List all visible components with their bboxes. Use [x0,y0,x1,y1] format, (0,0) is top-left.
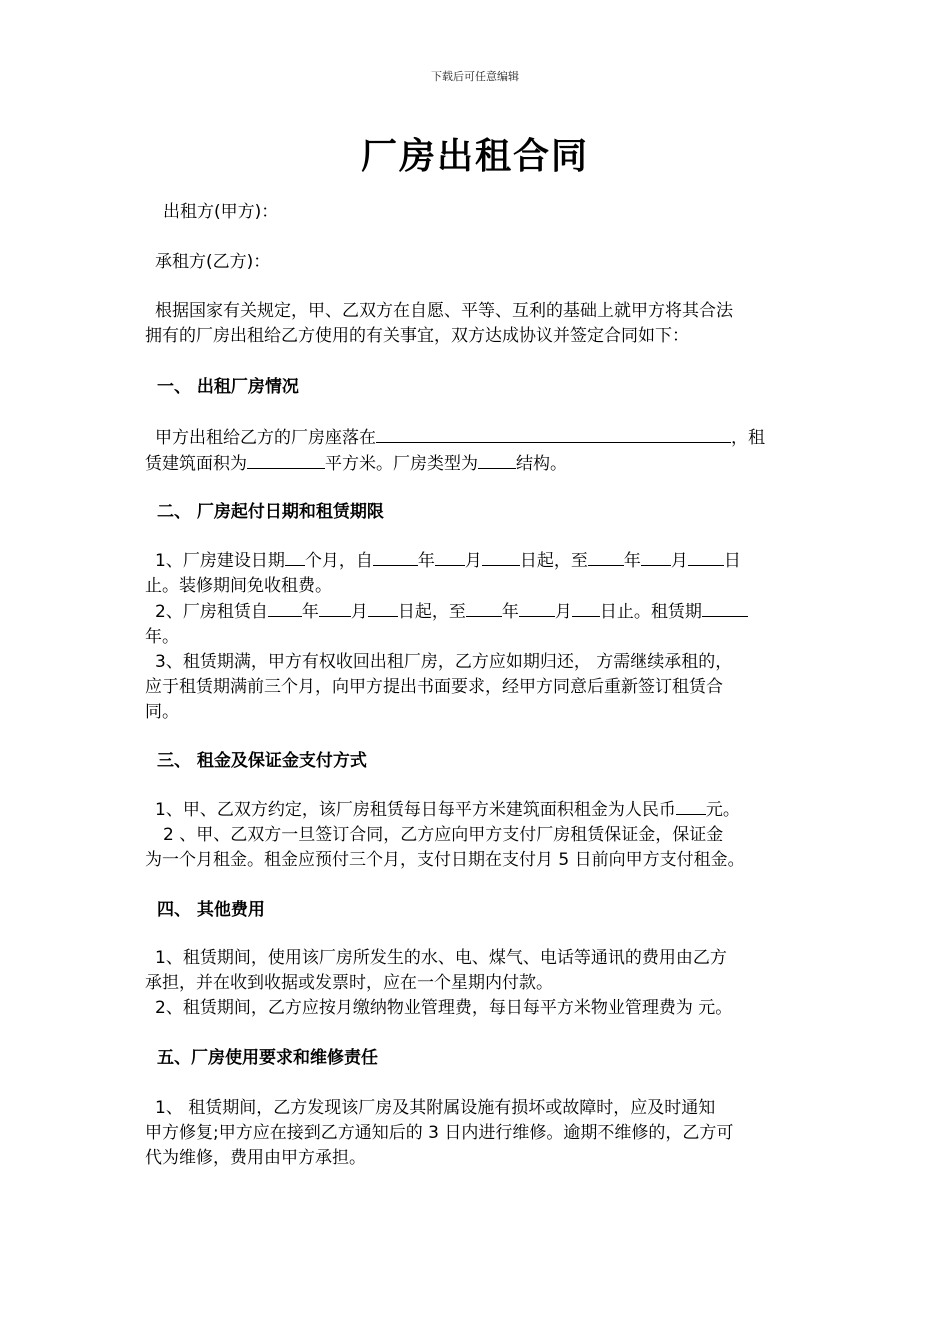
lessee-line: 承租方(乙方)： [155,252,271,272]
section-1-line-1 [145,425,810,451]
header-note: 下载后可任意编辑 [431,70,519,83]
blank [466,599,502,617]
rent-blank [676,797,706,815]
section-3-item-1 [145,797,810,823]
text: 月 [350,602,368,622]
preamble [145,299,810,349]
section-3-heading: 三、 租金及保证金支付方式 [157,751,367,771]
preamble-line-2: 拥有的厂房出租给乙方使用的有关事宜，双方达成协议并签定合同如下： [145,326,689,346]
preamble-line-1: 根据国家有关规定，甲、乙双方在自愿、平等、互利的基础上就甲方将其合法 [155,301,733,321]
section-2-heading: 二、 厂房起付日期和租赁期限 [157,502,384,522]
text: 年 [301,602,319,622]
text: 元。 [705,800,740,820]
text: 日 [723,551,741,571]
section-2-item-3-line-1: 3、租赁期满，甲方有权收回出租厂房，乙方应如期归还， 方需继续承租的， [155,652,733,672]
section-5-body [145,1096,810,1171]
blank [373,548,418,566]
blank [688,548,724,566]
location-blank [376,425,731,443]
blank [268,599,302,617]
blank [435,548,465,566]
document-title: 厂房出租合同 [360,135,589,177]
blank [572,599,600,617]
section-5-item-1-line-2: 甲方修复;甲方应在接到乙方通知后的 3 日内进行维修。逾期不维修的，乙方可 [145,1123,734,1143]
text: 年 [623,551,641,571]
section-3-item-2-line-2: 为一个月租金。租金应预付三个月，支付日期在支付月 5 日前向甲方支付租金。 [145,850,745,870]
section-4-item-1-line-1: 1、租赁期间，使用该厂房所发生的水、电、煤气、电话等通讯的费用由乙方 [155,948,727,968]
section-4-heading: 四、 其他费用 [157,900,265,920]
section-4-item-1-line-2: 承担，并在收到收据或发票时，应在一个星期内付款。 [145,973,553,993]
blank [368,599,398,617]
section-4-item-2: 2、租赁期间，乙方应按月缴纳物业管理费，每日每平方米物业管理费为 元。 [155,998,733,1018]
blank [285,548,305,566]
text: 赁建筑面积为 [145,454,247,474]
text: 日起，至 [519,551,588,571]
section-2-item-3-line-3: 同。 [145,702,179,722]
section-3-body [145,797,810,873]
text: 月 [554,602,572,622]
text: 2、厂房租赁自 [155,602,268,622]
section-5-heading: 五、厂房使用要求和维修责任 [157,1048,378,1068]
blank [319,599,351,617]
structure-blank [478,451,516,469]
section-1-body [145,425,810,477]
text: 月 [670,551,688,571]
text: 年 [417,551,435,571]
text: 日起，至 [397,602,466,622]
section-1-heading: 一、 出租厂房情况 [157,377,299,397]
section-2-item-1-cont: 止。装修期间免收租费。 [145,576,332,596]
section-4-body [145,946,810,1021]
blank [519,599,555,617]
text: 1、厂房建设日期 [155,551,285,571]
text: 月 [464,551,482,571]
blank [641,548,671,566]
section-2-body [145,548,810,725]
blank [482,548,520,566]
text: 个月，自 [304,551,373,571]
section-2-item-2-cont: 年。 [145,627,179,647]
section-2-item-3-line-2: 应于租赁期满前三个月，向甲方提出书面要求，经甲方同意后重新签订租赁合 [145,677,723,697]
section-5-item-1-line-1: 1、 租赁期间，乙方发现该厂房及其附属设施有损坏或故障时，应及时通知 [155,1098,716,1118]
text: 平方米。厂房类型为 [325,454,478,474]
section-1-line-2 [145,451,810,477]
text: 1、甲、乙双方约定，该厂房租赁每日每平方米建筑面积租金为人民币 [155,800,676,820]
lessor-line: 出租方(甲方)： [163,202,279,222]
text: 年 [501,602,519,622]
blank [702,599,748,617]
text: 日止。租赁期 [599,602,702,622]
area-blank [247,451,325,469]
section-5-item-1-line-3: 代为维修，费用由甲方承担。 [145,1148,366,1168]
text: ，租 [731,428,765,448]
text: 甲方出租给乙方的厂房座落在 [155,428,376,448]
section-2-item-1 [145,548,810,574]
section-2-item-2 [145,599,810,625]
blank [588,548,624,566]
text: 结构。 [516,454,567,474]
section-3-item-2-line-1: 2 、甲、乙双方一旦签订合同，乙方应向甲方支付厂房租赁保证金，保证金 [163,825,724,845]
